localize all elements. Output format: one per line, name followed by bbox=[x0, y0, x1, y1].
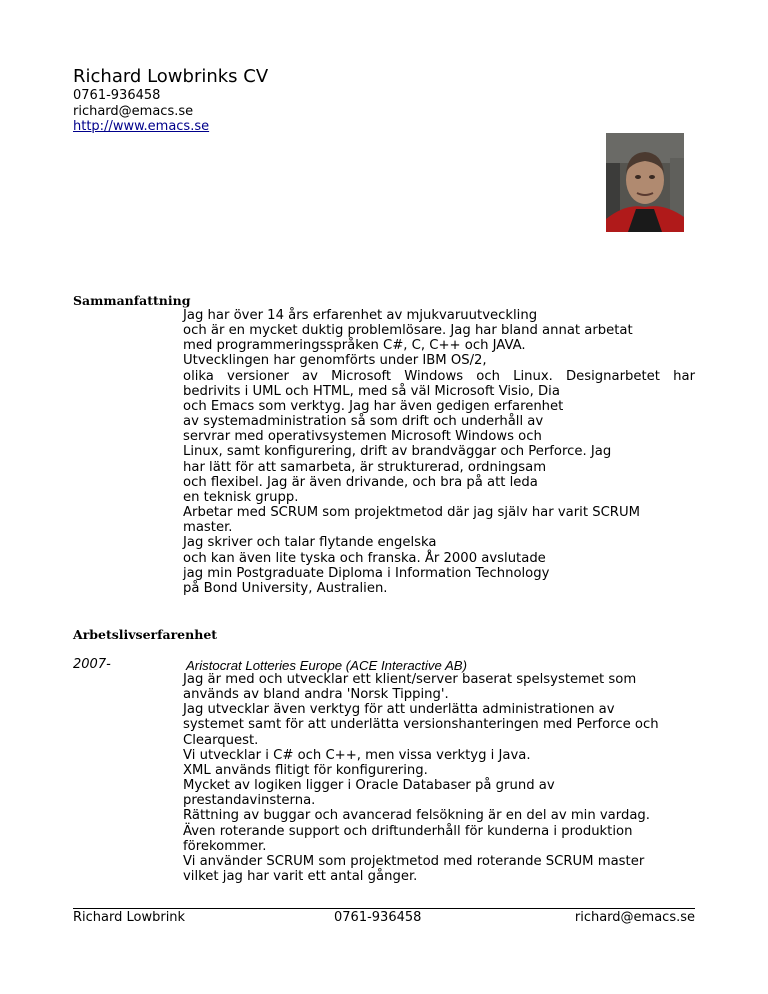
job-line: XML används flitigt för konfigurering. bbox=[183, 762, 428, 778]
summary-line: och är en mycket duktig problemlösare. Jag har bland annat arbetat bbox=[183, 323, 633, 339]
job-period: 2007- bbox=[73, 657, 111, 672]
footer-divider bbox=[73, 908, 695, 909]
job-employer: Aristocrat Lotteries Europe (ACE Interactive AB) bbox=[186, 658, 467, 673]
summary-line: bedrivits i UML och HTML, med så väl Microsoft Visio, Dia bbox=[183, 383, 560, 399]
summary-line: har lätt för att samarbeta, är strukturerad, ordningsam bbox=[183, 459, 547, 475]
job-line: Vi använder SCRUM som projektmetod med roterande SCRUM master bbox=[183, 853, 645, 869]
summary-line: olika versioner av Microsoft Windows och Linux. Designarbetet har bbox=[183, 368, 695, 384]
summary-heading: Sammanfattning bbox=[73, 293, 191, 308]
website-link[interactable]: http://www.emacs.se bbox=[73, 119, 210, 134]
summary-line: master. bbox=[183, 520, 233, 536]
summary-line: Jag har över 14 års erfarenhet av mjukvaruutveckling bbox=[183, 308, 538, 323]
job-line: systemet samt för att underlätta versionshanteringen med Perforce och bbox=[183, 717, 659, 733]
job-line: Jag är med och utvecklar ett klient/server baserat spelsystemet som bbox=[183, 672, 637, 687]
job-line: Vi utvecklar i C# och C++, men vissa verktyg i Java. bbox=[183, 747, 531, 763]
job-line: Jag utvecklar även verktyg för att underlätta administrationen av bbox=[183, 702, 615, 718]
summary-line: på Bond University, Australien. bbox=[183, 580, 388, 596]
experience-heading: Arbetslivserfarenhet bbox=[73, 627, 218, 642]
summary-line: servrar med operativsystemen Microsoft Windows och bbox=[183, 429, 542, 445]
cv-header bbox=[73, 66, 268, 135]
summary-line: och flexibel. Jag är även drivande, och bra på att leda bbox=[183, 474, 538, 490]
summary-line: med programmeringsspråken C#, C, C++ och JAVA. bbox=[183, 338, 526, 354]
job-description bbox=[183, 672, 695, 884]
job-line: Rättning av buggar och avancerad felsökning är en del av min vardag. bbox=[183, 808, 650, 824]
summary-line: en teknisk grupp. bbox=[183, 489, 299, 505]
summary-text bbox=[183, 308, 695, 596]
summary-line: jag min Postgraduate Diploma i Information Technology bbox=[183, 565, 550, 581]
cv-title: Richard Lowbrinks CV bbox=[73, 66, 269, 87]
summary-line: Jag skriver och talar flytande engelska bbox=[183, 535, 437, 551]
summary-line: och Emacs som verktyg. Jag har även gedigen erfarenhet bbox=[183, 398, 564, 414]
job-line: används av bland andra 'Norsk Tipping'. bbox=[183, 687, 449, 703]
job-line: prestandavinsterna. bbox=[183, 793, 316, 809]
summary-line: Linux, samt konfigurering, drift av brandväggar och Perforce. Jag bbox=[183, 444, 612, 460]
footer-phone: 0761-936458 bbox=[334, 910, 422, 925]
footer-email: richard@emacs.se bbox=[574, 910, 695, 925]
contact-phone: 0761-936458 bbox=[73, 88, 161, 103]
job-line: Clearquest. bbox=[183, 732, 259, 748]
contact-email: richard@emacs.se bbox=[73, 103, 194, 119]
job-line: Även roterande support och driftunderhåll för kunderna i produktion bbox=[183, 823, 633, 839]
summary-line: Utvecklingen har genomförts under IBM OS/2, bbox=[183, 353, 487, 369]
summary-line: Arbetar med SCRUM som projektmetod där jag själv har varit SCRUM bbox=[183, 505, 640, 521]
footer-name: Richard Lowbrink bbox=[73, 910, 186, 925]
job-line: vilket jag har varit ett antal gånger. bbox=[183, 869, 418, 885]
job-line: Mycket av logiken ligger i Oracle Databaser på grund av bbox=[183, 778, 555, 794]
profile-photo bbox=[606, 133, 684, 232]
summary-line: av systemadministration så som drift och underhåll av bbox=[183, 414, 544, 430]
job-line: förekommer. bbox=[183, 838, 267, 854]
summary-line: och kan även lite tyska och franska. År 2000 avslutade bbox=[183, 550, 546, 566]
